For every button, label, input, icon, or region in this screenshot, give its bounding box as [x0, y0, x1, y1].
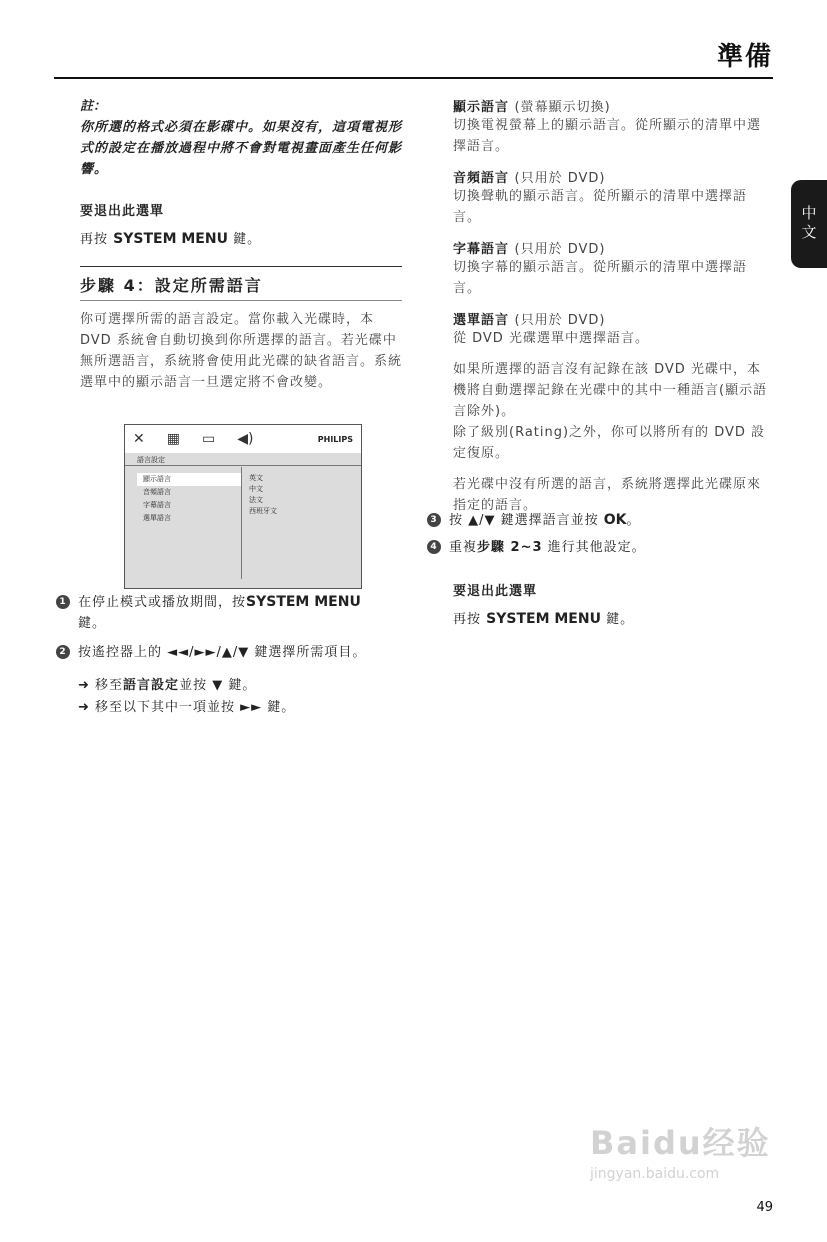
item-head: 選單語言 — [453, 313, 510, 328]
step-pre: 重複 — [449, 540, 478, 555]
step-text — [449, 510, 641, 531]
page-number: 49 — [756, 1200, 773, 1215]
item-body: 切換聲軌的顯示語言。從所顯示的清單中選擇語言。 — [453, 189, 748, 225]
osd-body — [125, 453, 361, 588]
tools-icon: ✕ — [133, 431, 145, 447]
step-bold: 步驟 2~3 — [477, 540, 543, 555]
item-head: 字幕語言 — [453, 242, 510, 257]
step-number-badge: 2 — [56, 645, 70, 659]
arrow-text: 移至以下其中一項並按 ►► 鍵。 — [95, 700, 296, 715]
item-body: 從 DVD 光碟選單中選擇語言。 — [453, 331, 649, 346]
item-heading — [453, 167, 773, 186]
osd-option[interactable]: 英文 — [249, 474, 263, 482]
item-sub: (只用於 DVD) — [514, 171, 606, 186]
left-steps — [56, 592, 402, 719]
step-number-badge: 4 — [427, 540, 441, 554]
osd-menu-item[interactable]: 顯示語言 — [137, 473, 241, 486]
exit-post: 鍵。 — [606, 612, 635, 627]
osd-brand: PHILIPS — [317, 434, 353, 444]
osd-options — [249, 473, 277, 517]
step-text: 按遙控器上的 ◄◄/►►/▲/▼ 鍵選擇所需項目。 — [78, 645, 367, 660]
arrow-item: ➜ 移至以下其中一項並按 ►► 鍵。 — [78, 700, 296, 715]
watermark-logo: Baidu经验 — [590, 1124, 771, 1162]
note-text: 你所選的格式必須在影碟中。如果沒有，這項電視形式的設定在播放過程中將不會對電視畫面產生任何影響。 — [80, 120, 403, 177]
exit-instruction — [453, 609, 773, 630]
item-heading — [453, 309, 773, 328]
paragraph: 若光碟中沒有所選的語言，系統將選擇此光碟原來指定的語言。 — [453, 477, 762, 513]
exit-heading: 要退出此選單 — [453, 584, 538, 599]
osd-menu-item[interactable]: 字幕語言 — [143, 501, 171, 509]
item-heading — [453, 238, 773, 257]
exit-pre: 再按 — [453, 612, 482, 627]
right-exit-block — [453, 580, 773, 630]
osd-option[interactable]: 西班牙文 — [249, 507, 277, 515]
watermark-url: jingyan.baidu.com — [590, 1166, 720, 1182]
osd-title-bar — [125, 465, 361, 466]
exit-heading: 要退出此選單 — [80, 204, 165, 219]
step-title: 步驟 4：設定所需語言 — [80, 276, 263, 295]
osd-option[interactable]: 中文 — [249, 485, 263, 493]
ok-key: OK — [603, 512, 627, 528]
step-number-badge: 1 — [56, 595, 70, 609]
step-item-4 — [427, 537, 773, 558]
step-item-2 — [56, 642, 402, 663]
paragraph: 除了級別(Rating)之外，你可以將所有的 DVD 設定復原。 — [453, 425, 766, 461]
step-body: 你可選擇所需的語言設定。當你載入光碟時，本 DVD 系統會自動切換到你所選擇的語言。若光碟中無所選語言，系統將會使用此光碟的缺省語言。系統選單中的顯示語言一旦選定將不會改變。 — [80, 312, 403, 390]
osd-divider — [241, 467, 242, 579]
watermark — [590, 1118, 780, 1198]
system-menu-key: SYSTEM MENU — [486, 611, 601, 627]
osd-menu-item[interactable]: 選單語言 — [143, 514, 171, 522]
arrow-post: 並按 ▼ 鍵。 — [179, 678, 257, 693]
screen-icon: ▭ — [201, 431, 216, 447]
step-post: 。 — [626, 513, 641, 528]
item-head: 音頻語言 — [453, 171, 510, 186]
page-title: 準備 — [716, 42, 773, 72]
system-menu-key: SYSTEM MENU — [246, 594, 361, 610]
item-sub: (螢幕顯示切換) — [514, 100, 611, 115]
exit-instruction — [80, 229, 402, 250]
grid-icon: ▦ — [166, 431, 180, 447]
paragraph: 如果所選擇的語言沒有記錄在該 DVD 光碟中，本機將自動選擇記錄在光碟中的其中一種語言(顯示語言除外)。 — [453, 362, 768, 419]
arrow-item: ➜ 移至語言設定並按 ▼ 鍵。 — [78, 678, 257, 693]
item-heading — [453, 96, 773, 115]
right-column — [453, 96, 773, 526]
item-sub: (只用於 DVD) — [514, 313, 606, 328]
step-post: 鍵。 — [78, 616, 107, 631]
osd-menu — [137, 473, 241, 525]
osd-option[interactable]: 法文 — [249, 496, 263, 504]
step-pre: 在停止模式或播放期間，按 — [78, 595, 247, 610]
left-column — [80, 96, 402, 393]
speaker-icon: ◀) — [237, 431, 254, 447]
exit-pre: 再按 — [80, 232, 109, 247]
step-item-1 — [56, 592, 402, 634]
right-steps — [427, 510, 773, 558]
system-menu-key: SYSTEM MENU — [113, 231, 228, 247]
step-pre: 按 ▲/▼ 鍵選擇語言並按 — [449, 513, 599, 528]
osd-toolbar — [125, 425, 361, 453]
step-number-badge: 3 — [427, 513, 441, 527]
osd-title: 語言設定 — [137, 456, 165, 464]
arrow-list — [56, 675, 402, 719]
item-sub: (只用於 DVD) — [514, 242, 606, 257]
osd-menu-item[interactable]: 音頻語言 — [143, 488, 171, 496]
step-post: 進行其他設定。 — [547, 540, 646, 555]
step-rule — [80, 300, 402, 301]
language-tab: 中文 — [791, 180, 827, 268]
arrow-bold: 語言設定 — [123, 678, 180, 693]
item-body: 切換字幕的顯示語言。從所顯示的清單中選擇語言。 — [453, 260, 748, 296]
exit-post: 鍵。 — [233, 232, 262, 247]
arrow-pre: 移至 — [95, 678, 124, 693]
header-rule — [54, 77, 773, 79]
step-heading-block — [80, 266, 402, 301]
step-text — [449, 537, 646, 558]
step-text — [78, 592, 361, 634]
step-item-3 — [427, 510, 773, 531]
note-label: 註： — [80, 99, 107, 114]
item-body: 切換電視螢幕上的顯示語言。從所顯示的清單中選擇語言。 — [453, 118, 762, 154]
item-head: 顯示語言 — [453, 100, 510, 115]
osd-screen — [124, 424, 362, 589]
